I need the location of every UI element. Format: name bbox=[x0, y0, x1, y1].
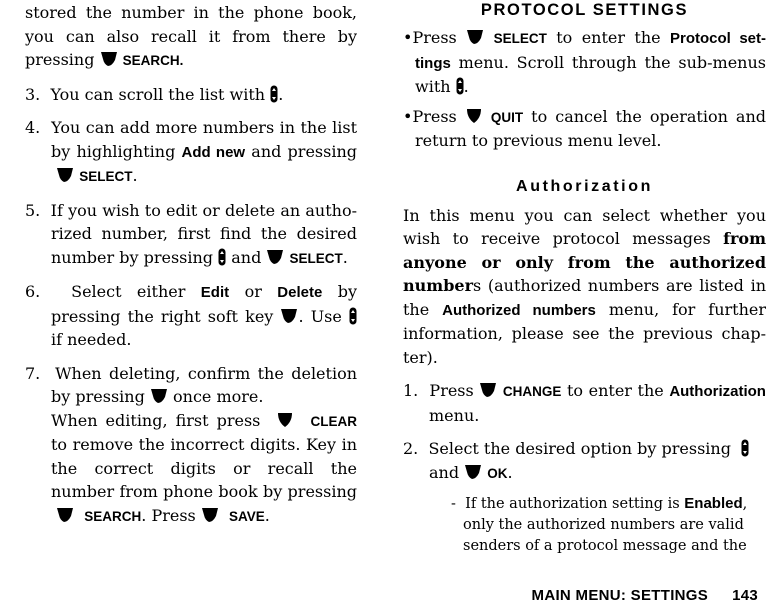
select-key-icon bbox=[56, 507, 74, 523]
clear-key-icon bbox=[465, 108, 483, 124]
select-key-icon bbox=[150, 388, 168, 404]
left-column bbox=[25, 0, 357, 528]
select-key-icon bbox=[464, 464, 482, 480]
select-key-icon bbox=[479, 382, 497, 398]
scroll-key-icon bbox=[456, 77, 464, 95]
select-key-icon bbox=[266, 249, 284, 265]
select-key-icon bbox=[56, 167, 74, 183]
scroll-key-icon bbox=[741, 439, 749, 457]
page-number: 143 bbox=[732, 587, 758, 604]
auth-step-2: 2. Select the desired option by pressing and OK. bbox=[403, 437, 766, 485]
step-3: 3. You can scroll the list with . bbox=[25, 84, 284, 104]
bullet-enter-protocol: •Press SELECT to enter the Protocol settings menu. Scroll through the sub-menus with . bbox=[403, 28, 766, 96]
scroll-key-icon bbox=[270, 85, 278, 103]
scroll-key-icon bbox=[349, 307, 357, 325]
step-5: 5. If you wish to edit or delete an authorized number, first find the desired number by pressing and SELECT. bbox=[25, 200, 357, 267]
subheading-authorization: Authorization bbox=[516, 177, 653, 195]
section-heading: PROTOCOL SETTINGS bbox=[480, 1, 689, 19]
scroll-key-icon bbox=[218, 248, 226, 266]
select-key-icon bbox=[466, 29, 484, 45]
select-key-icon bbox=[201, 507, 219, 523]
select-key-icon bbox=[100, 51, 118, 67]
paragraph-authorization: In this menu you can select whether you wish to receive protocol messages from anyone or only from the authorized numbers (authorized numbers are listed in the Authorized numbers menu, for further information, please see the previous chapter). bbox=[403, 205, 766, 367]
auth-step-1: 1. Press CHANGE to enter the Authorization menu. bbox=[403, 381, 766, 425]
page-footer bbox=[532, 587, 758, 604]
select-key-icon bbox=[280, 308, 298, 324]
step-7: 7. When deleting, confirm the deletion by pressing once more. When editing, first press CLEAR to remove the incorrect digits. Key in the correct digits or recall the number from phone book by pressing SEARCH. Press SAVE. bbox=[25, 363, 358, 525]
bullet-quit: •Press QUIT to cancel the operation and return to previous menu level. bbox=[403, 106, 766, 150]
paragraph-phonebook: stored the number in the phone book, you can also recall it from there by pressing SEARCH. bbox=[25, 3, 357, 69]
step-4: 4. You can add more numbers in the list by highlighting Add new and pressing SELECT. bbox=[25, 118, 358, 185]
footer-section: MAIN MENU: SETTINGS bbox=[531, 587, 709, 604]
auth-detail: - If the authorization setting is Enabled, only the authorized numbers are valid senders of a protocol message and the bbox=[451, 495, 748, 554]
right-column bbox=[403, 0, 766, 557]
step-6: 6. Select either Edit or Delete by pressing the right soft key . Use if needed. bbox=[25, 282, 357, 349]
clear-key-icon bbox=[276, 412, 294, 428]
